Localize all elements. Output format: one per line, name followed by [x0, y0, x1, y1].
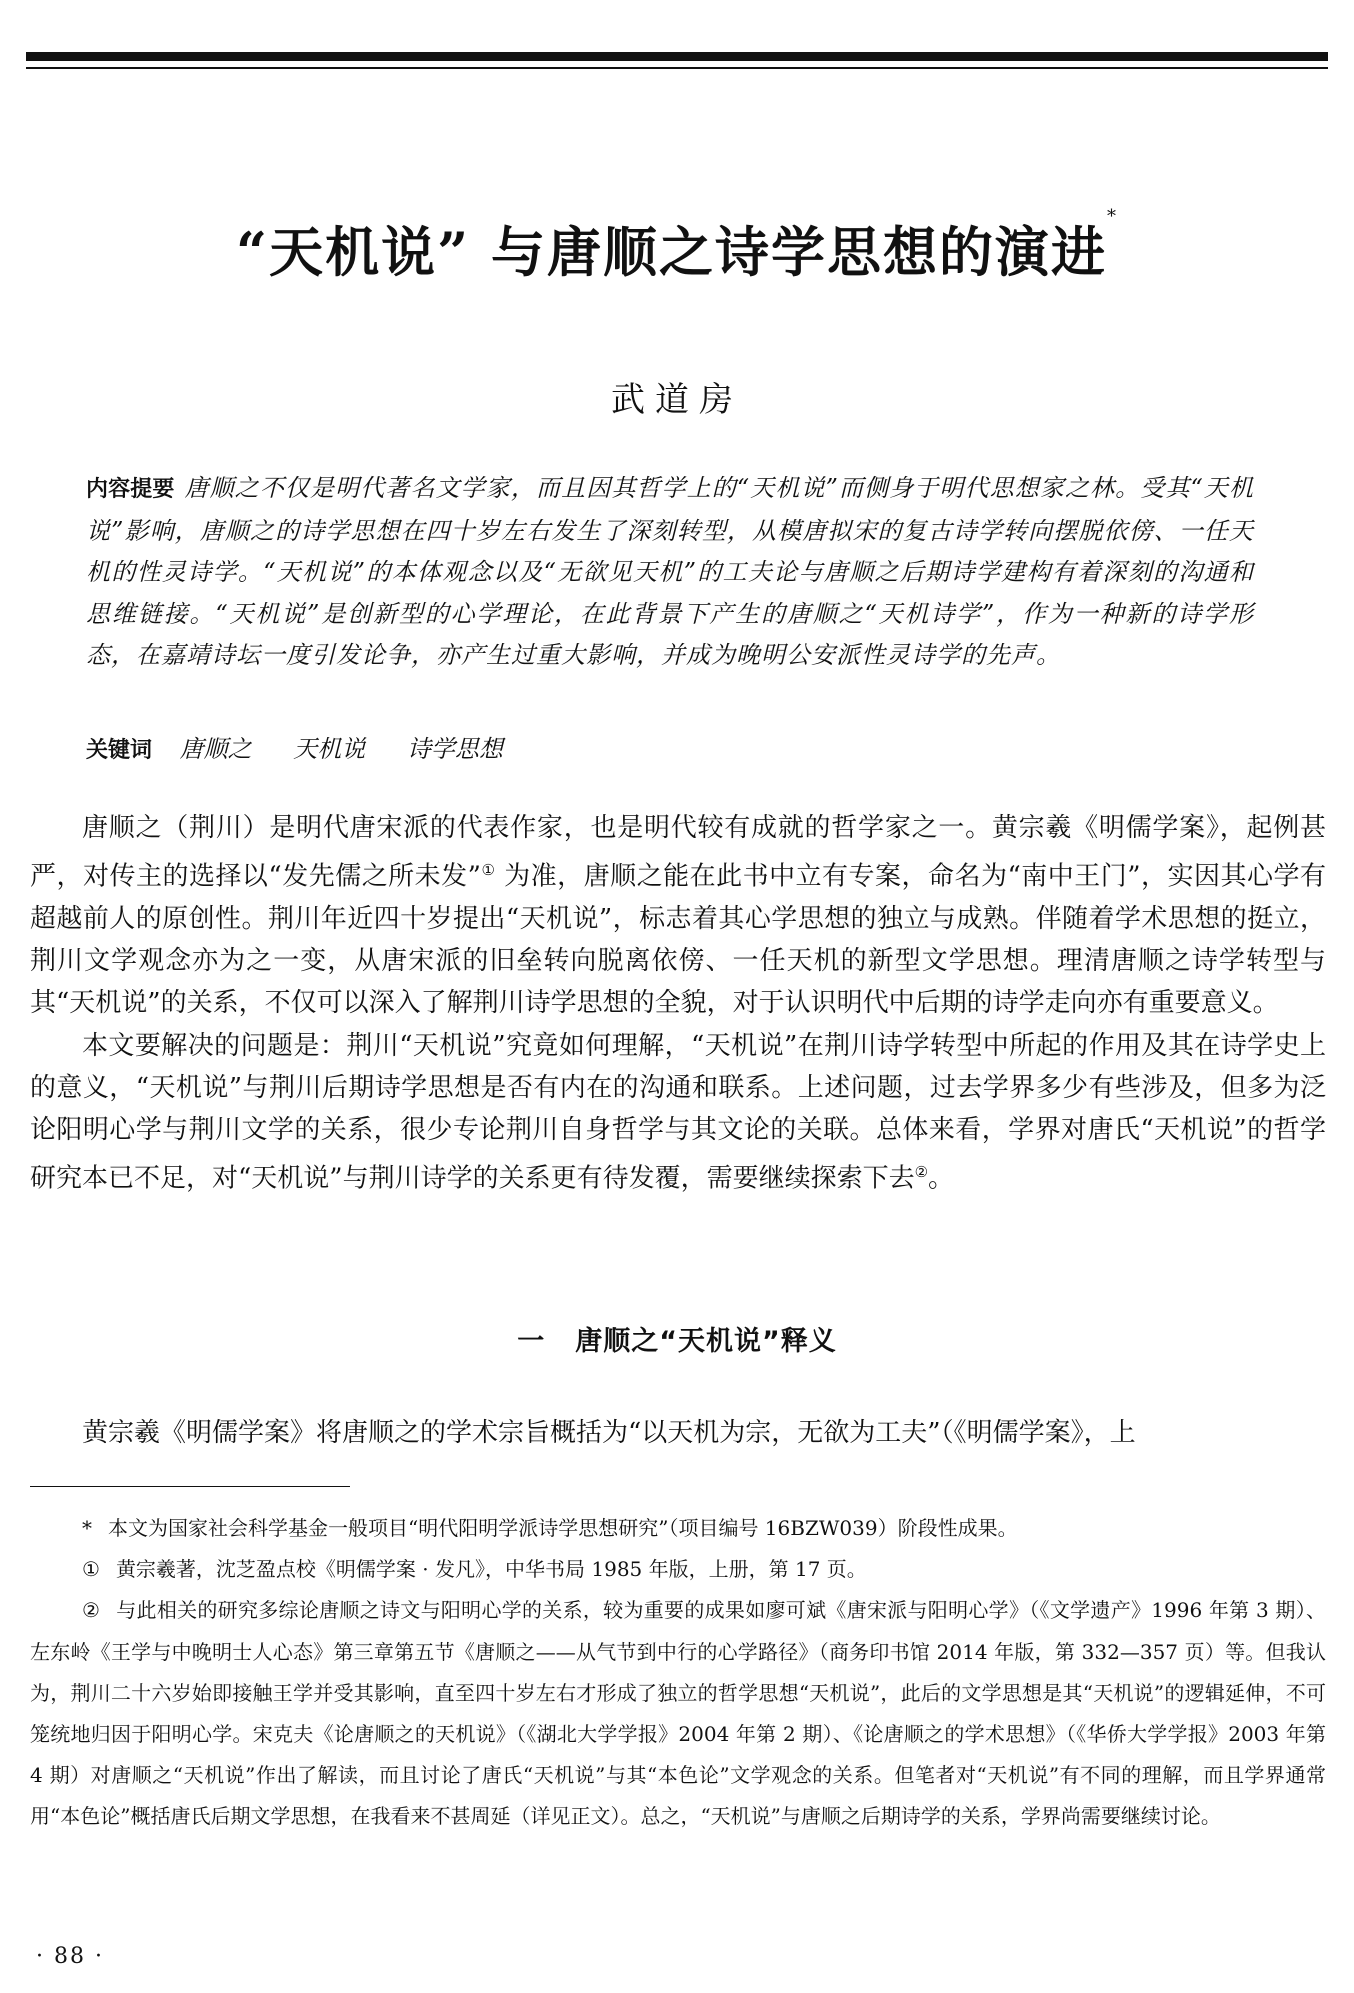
paragraph-text: 唐顺之（荆川）是明代唐宋派的代表作家，也是明代较有成就的哲学家之一。黄宗羲《明儒学案》，起例甚严，对传主的选择以“发先儒之所未发”	[30, 813, 1326, 892]
keywords	[86, 729, 1254, 771]
body-text	[30, 807, 1326, 1200]
section-body	[30, 1412, 1326, 1454]
keyword: 唐顺之	[179, 735, 252, 763]
abstract	[86, 468, 1254, 677]
section-heading	[0, 1319, 1354, 1358]
page-number: · 88 ·	[36, 1944, 104, 1969]
keyword: 天机说	[293, 735, 366, 763]
body-paragraph	[30, 807, 1326, 1025]
section-number: 一	[517, 1326, 546, 1357]
paragraph-text: 。	[928, 1163, 955, 1194]
footnote-divider	[30, 1486, 350, 1487]
footnote-mark: ①	[82, 1557, 100, 1582]
title-footnote-mark: *	[1106, 206, 1118, 227]
footnote-ref[interactable]: ①	[480, 861, 496, 880]
abstract-label: 内容提要	[86, 477, 175, 502]
footnote-ref[interactable]: ②	[914, 1163, 929, 1182]
section-title: 唐顺之“天机说”释义	[575, 1326, 837, 1357]
keywords-label: 关键词	[86, 738, 153, 763]
keyword: 诗学思想	[406, 735, 503, 763]
body-paragraph	[30, 1025, 1326, 1200]
abstract-text: 唐顺之不仅是明代著名文学家，而且因其哲学上的“天机说”而侧身于明代思想家之林。受其“天机说”影响，唐顺之的诗学思想在四十岁左右发生了深刻转型，从模唐拟宋的复古诗学转向摆脱依傍、一任天机的性灵诗学。“天机说”的本体观念以及“无欲见天机”的工夫论与唐顺之后期诗学建构有着深刻的沟通和思维链接。“天机说”是创新型的心学理论，在此背景下产生的唐顺之“天机诗学”，作为一种新的诗学形态，在嘉靖诗坛一度引发论争，亦产生过重大影响，并成为晚明公安派性灵诗学的先声。	[86, 474, 1254, 669]
paragraph-text: 为准，唐顺之能在此书中立有专案，命名为“南中王门”，实因其心学有超越前人的原创性。荆川年近四十岁提出“天机说”，标志着其心学思想的独立与成熟。伴随着学术思想的挺立，荆川文学观念亦为之一变，从唐宋派的旧垒转向脱离依傍、一任天机的新型文学思想。理清唐顺之诗学转型与其“天机说”的关系，不仅可以深入了解荆川诗学思想的全貌，对于认识明代中后期的诗学走向亦有重要意义。	[30, 861, 1326, 1019]
footnote	[30, 1508, 1326, 1549]
footnote-text: 本文为国家社会科学基金一般项目“明代阳明学派诗学思想研究”（项目编号 16BZW039）阶段性成果。	[108, 1516, 1018, 1540]
title-text: “天机说” 与唐顺之诗学思想的演进	[236, 220, 1107, 284]
footnote	[30, 1590, 1326, 1837]
body-paragraph: 黄宗羲《明儒学案》将唐顺之的学术宗旨概括为“以天机为宗，无欲为工夫”（《明儒学案》，上	[82, 1418, 1136, 1448]
footnote	[30, 1549, 1326, 1590]
footnote-mark: ②	[82, 1598, 101, 1623]
header-rule-thick	[26, 52, 1328, 61]
footnotes	[30, 1508, 1326, 1838]
footnote-text: 黄宗羲著，沈芝盈点校《明儒学案 · 发凡》，中华书局 1985 年版，上册，第 17 页。	[115, 1557, 867, 1582]
author-name: 武道房	[611, 380, 743, 420]
article-title	[0, 206, 1354, 287]
header-rule-thin	[26, 67, 1328, 69]
footnote-mark: *	[82, 1516, 92, 1540]
paragraph-text: 本文要解决的问题是：荆川“天机说”究竟如何理解，“天机说”在荆川诗学转型中所起的作用及其在诗学史上的意义，“天机说”与荆川后期诗学思想是否有内在的沟通和联系。上述问题，过去学界多少有些涉及，但多为泛论阳明心学与荆川文学的关系，很少专论荆川自身哲学与其文论的关联。总体来看，学界对唐氏“天机说”的哲学研究本已不足，对“天机说”与荆川诗学的关系更有待发覆，需要继续探索下去	[30, 1030, 1326, 1194]
footnote-text: 与此相关的研究多综论唐顺之诗文与阳明心学的关系，较为重要的成果如廖可斌《唐宋派与阳明心学》（《文学遗产》1996 年第 3 期）、左东岭《王学与中晚明士人心态》第三章第五节《唐顺之——从气节到中行的心学路径》（商务印书馆 2014 年版，第 332—357 页）等。但我认为，荆川二十六岁始即接触王学并受其影响，直至四十岁左右才形成了独立的哲学思想“天机说”，此后的文学思想是其“天机说”的逻辑延伸，不可笼统地归因于阳明心学。宋克夫《论唐顺之的天机说》（《湖北大学学报》2004 年第 2 期）、《论唐顺之的学术思想》（《华侨大学学报》2003 年第 4 期）对唐顺之“天机说”作出了解读，而且讨论了唐氏“天机说”与其“本色论”文学观念的关系。但笔者对“天机说”有不同的理解，而且学界通常用“本色论”概括唐氏后期文学思想，在我看来不甚周延（详见正文）。总之，“天机说”与唐顺之后期诗学的关系，学界尚需要继续讨论。	[30, 1598, 1326, 1829]
